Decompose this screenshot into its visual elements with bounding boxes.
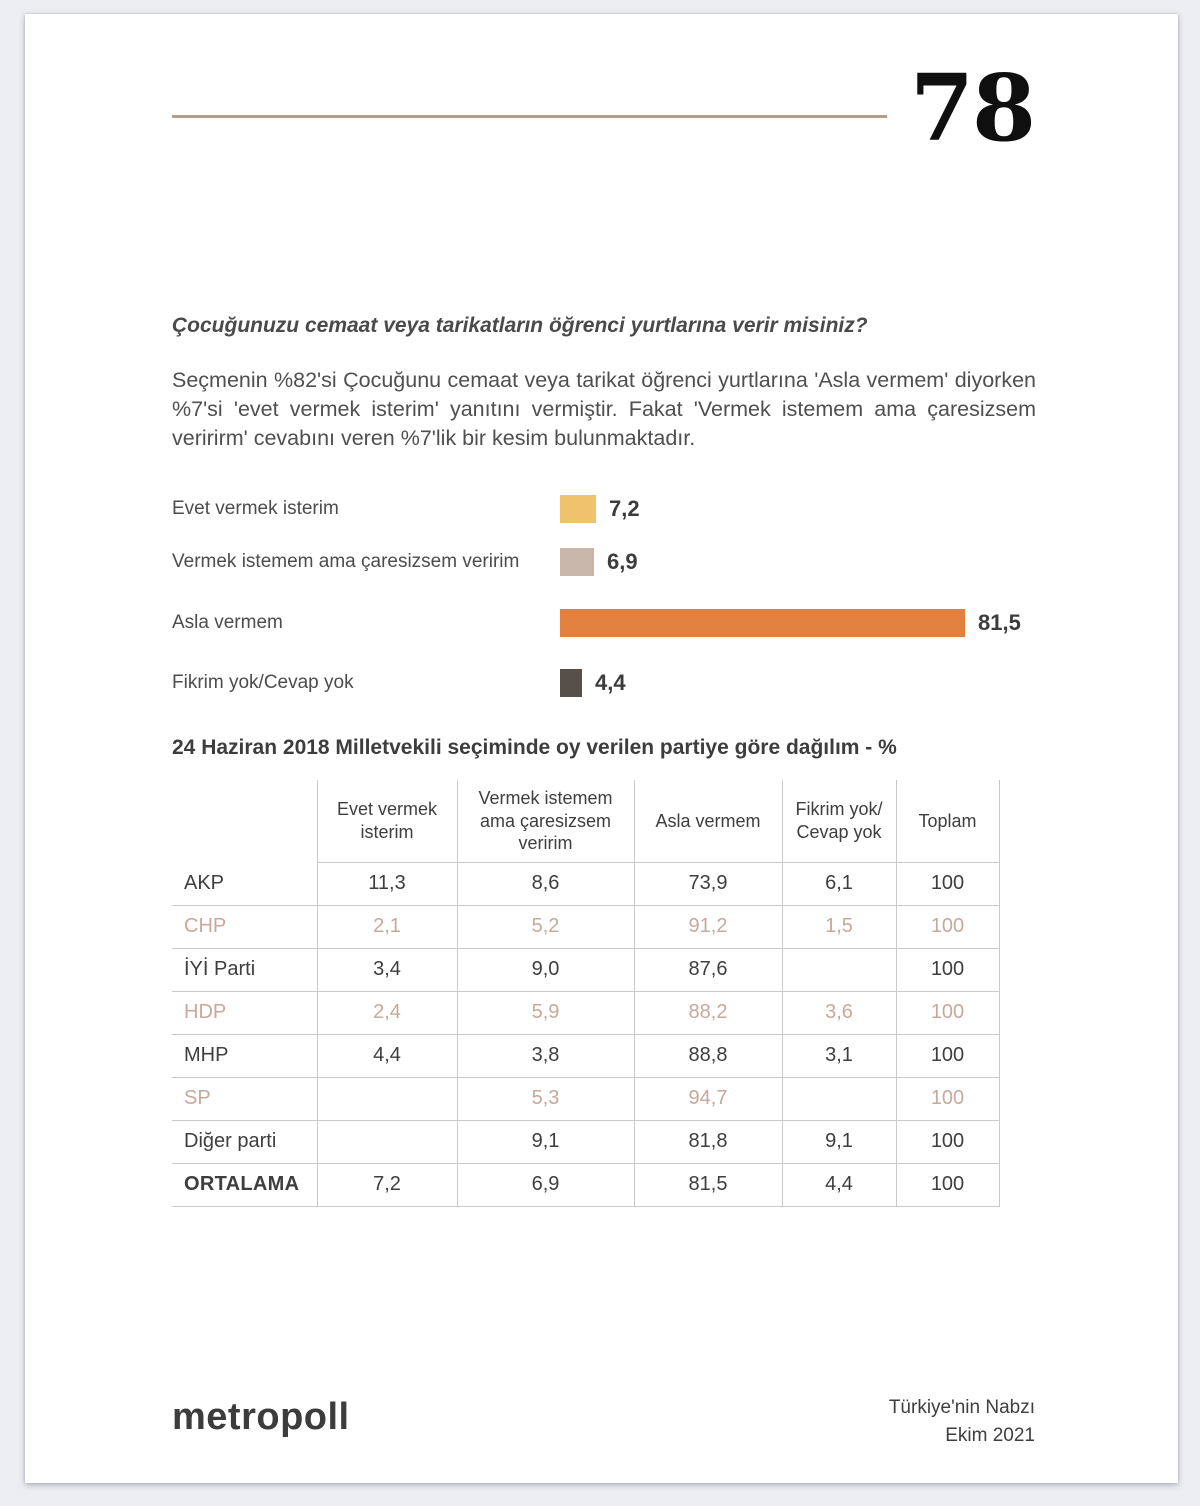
header-rule-divider (172, 115, 887, 118)
value-cell (782, 948, 896, 991)
bar-row (172, 495, 1072, 523)
value-cell: 6,1 (782, 862, 896, 905)
value-cell: 94,7 (634, 1077, 782, 1120)
bar-value-label: 4,4 (595, 670, 626, 695)
bar (560, 609, 965, 637)
value-cell: 4,4 (317, 1034, 457, 1077)
value-cell: 100 (896, 948, 999, 991)
bar-track (560, 548, 638, 576)
table-row (172, 948, 999, 991)
value-cell: 9,1 (782, 1120, 896, 1163)
column-header-party (172, 780, 317, 862)
value-cell: 4,4 (782, 1163, 896, 1206)
bar-category-label: Vermek istemem ama çaresizsem veririm (172, 551, 520, 572)
bar-row (172, 669, 1072, 697)
column-header: Vermek istemem ama çaresizsem veririm (457, 780, 634, 862)
bar-track (560, 495, 640, 523)
value-cell: 100 (896, 1077, 999, 1120)
page-number: 78 (909, 54, 1034, 162)
value-cell: 91,2 (634, 905, 782, 948)
bar-value-label: 6,9 (607, 549, 638, 574)
party-cell: İYİ Parti (172, 948, 317, 991)
column-header: Fikrim yok/ Cevap yok (782, 780, 896, 862)
table-row (172, 1120, 999, 1163)
table-title: 24 Haziran 2018 Milletvekili seçiminde oy verilen partiye göre dağılım - % (172, 736, 897, 759)
question-title: Çocuğunuzu cemaat veya tarikatların öğrenci yurtlarına verir misiniz? (172, 314, 868, 337)
value-cell: 5,9 (457, 991, 634, 1034)
bar-category-label: Evet vermek isterim (172, 498, 339, 519)
column-header: Asla vermem (634, 780, 782, 862)
table-header-row (172, 780, 999, 862)
table-row (172, 1077, 999, 1120)
value-cell: 7,2 (317, 1163, 457, 1206)
value-cell: 88,2 (634, 991, 782, 1034)
footer-edition-title: Türkiye'nin Nabzı (888, 1397, 1035, 1418)
value-cell: 2,1 (317, 905, 457, 948)
value-cell: 88,8 (634, 1034, 782, 1077)
bar-track (560, 669, 626, 697)
party-cell: HDP (172, 991, 317, 1034)
value-cell: 3,6 (782, 991, 896, 1034)
column-header: Evet vermek isterim (317, 780, 457, 862)
value-cell: 81,8 (634, 1120, 782, 1163)
party-cell: Diğer parti (172, 1120, 317, 1163)
table-row (172, 1034, 999, 1077)
party-distribution-table (172, 780, 1000, 1207)
value-cell: 73,9 (634, 862, 782, 905)
value-cell: 100 (896, 1034, 999, 1077)
bar (560, 495, 596, 523)
value-cell: 3,4 (317, 948, 457, 991)
response-bar-chart (172, 495, 1072, 697)
table-row (172, 991, 999, 1034)
bar-track (560, 609, 1021, 637)
value-cell: 1,5 (782, 905, 896, 948)
value-cell: 81,5 (634, 1163, 782, 1206)
value-cell: 100 (896, 1120, 999, 1163)
bar (560, 669, 582, 697)
summary-paragraph: Seçmenin %82'si Çocuğunu cemaat veya tarikat öğrenci yurtlarına 'Asla vermem' diyorken %7'si 'evet vermek isterim' yanıtını vermiştir. Fakat 'Vermek istemem ama çaresizsem veririrm' cevabını veren %7'lik bir kesim bulunmaktadır. (172, 368, 1036, 450)
value-cell: 100 (896, 1163, 999, 1206)
bar (560, 548, 594, 576)
value-cell: 2,4 (317, 991, 457, 1034)
value-cell (317, 1077, 457, 1120)
column-header: Toplam (896, 780, 999, 862)
value-cell: 87,6 (634, 948, 782, 991)
value-cell: 3,1 (782, 1034, 896, 1077)
value-cell: 100 (896, 991, 999, 1034)
value-cell: 3,8 (457, 1034, 634, 1077)
bar-value-label: 7,2 (609, 496, 640, 521)
value-cell: 9,0 (457, 948, 634, 991)
value-cell (317, 1120, 457, 1163)
value-cell (782, 1077, 896, 1120)
party-cell: CHP (172, 905, 317, 948)
table-row (172, 905, 999, 948)
value-cell: 8,6 (457, 862, 634, 905)
party-cell: ORTALAMA (172, 1163, 317, 1206)
value-cell: 100 (896, 862, 999, 905)
table-row (172, 1163, 999, 1206)
value-cell: 6,9 (457, 1163, 634, 1206)
value-cell: 5,3 (457, 1077, 634, 1120)
value-cell: 11,3 (317, 862, 457, 905)
bar-category-label: Fikrim yok/Cevap yok (172, 672, 354, 693)
party-cell: AKP (172, 862, 317, 905)
bar-category-label: Asla vermem (172, 612, 283, 633)
value-cell: 5,2 (457, 905, 634, 948)
document-page (25, 14, 1178, 1483)
value-cell: 100 (896, 905, 999, 948)
table-row (172, 862, 999, 905)
party-cell: MHP (172, 1034, 317, 1077)
bar-row (172, 548, 1072, 576)
footer-edition-date: Ekim 2021 (945, 1424, 1035, 1446)
value-cell: 9,1 (457, 1120, 634, 1163)
metropoll-logo: metropoll (172, 1396, 350, 1438)
footer-edition (889, 1394, 1035, 1449)
bar-row (172, 609, 1072, 637)
bar-value-label: 81,5 (978, 610, 1021, 635)
party-cell: SP (172, 1077, 317, 1120)
